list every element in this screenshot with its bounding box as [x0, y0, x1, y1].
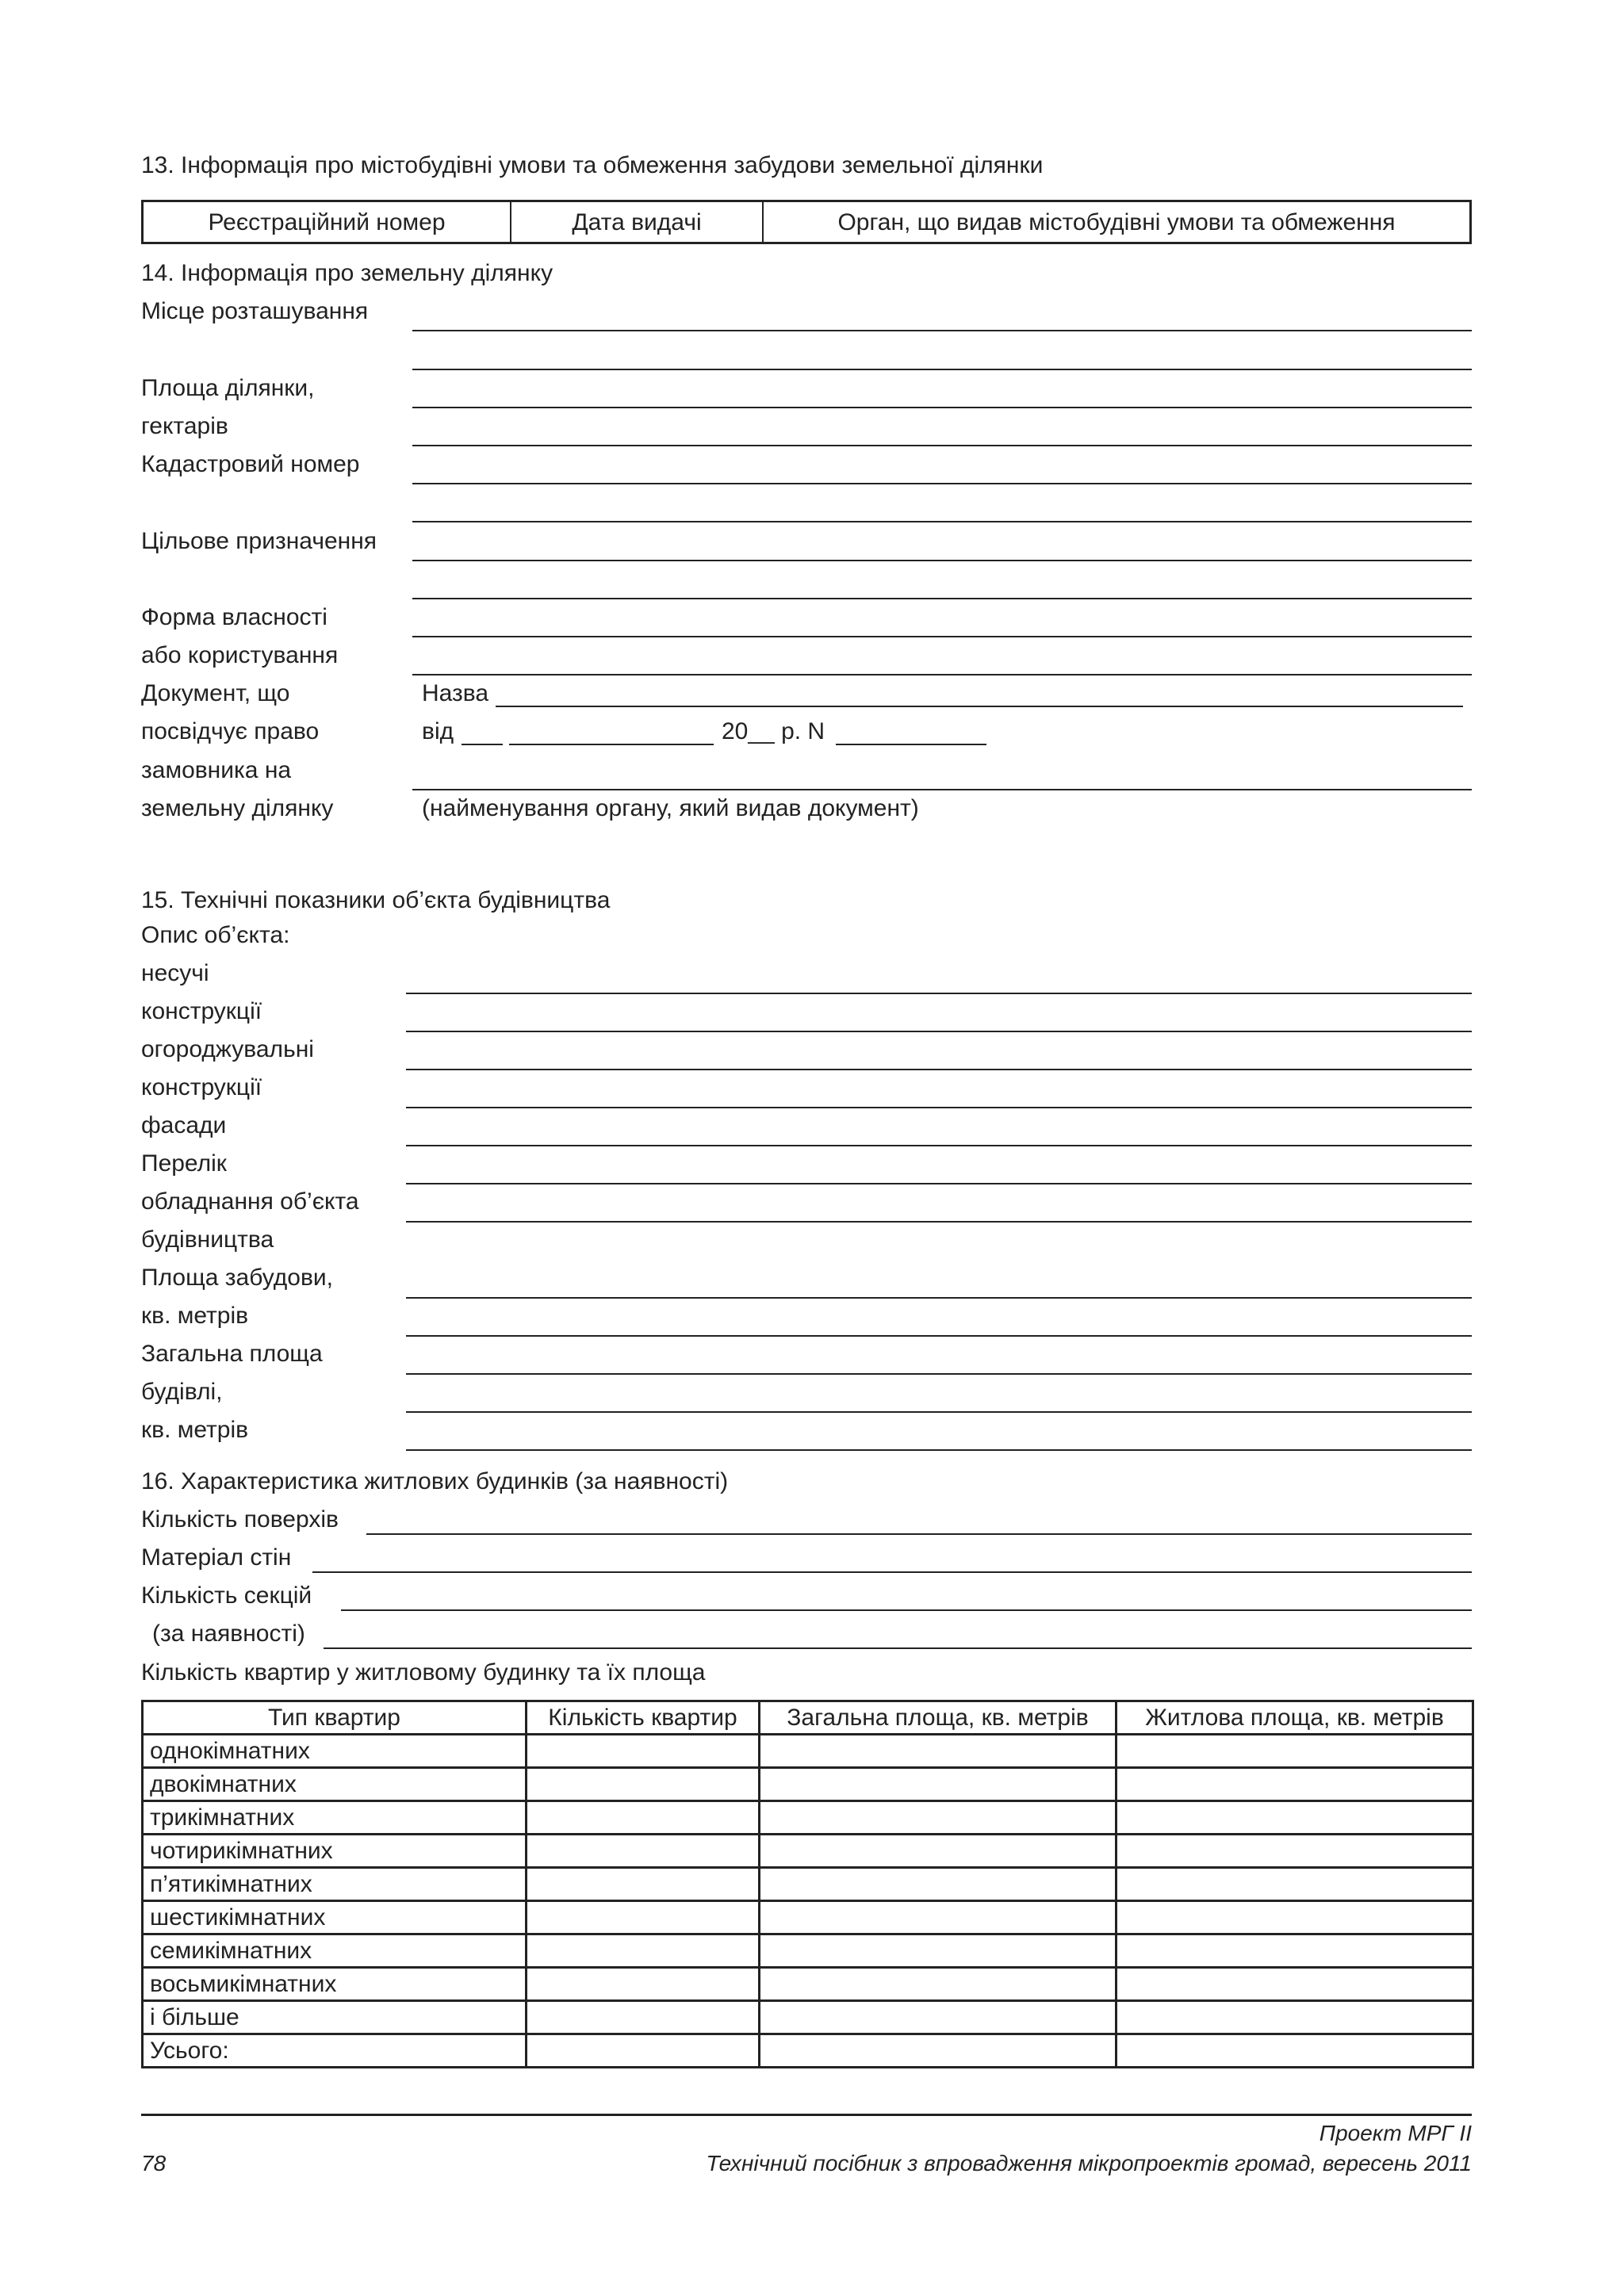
living-area-cell[interactable] — [1116, 1934, 1473, 1968]
table-row — [143, 1768, 1473, 1801]
document-day-field[interactable] — [462, 744, 503, 745]
enclosing-field-line2[interactable] — [406, 1107, 1472, 1108]
living-area-cell[interactable] — [1116, 1968, 1473, 2001]
label-cadastral: Кадастровий номер — [141, 451, 360, 477]
header-apartment-type: Тип квартир — [143, 1701, 527, 1735]
label-equipment-3: будівництва — [141, 1226, 274, 1253]
living-area-cell[interactable] — [1116, 1901, 1473, 1934]
document-month-field[interactable] — [509, 744, 714, 745]
label-enclosing-2: конструкції — [141, 1074, 262, 1100]
label-ownership: Форма власності — [141, 604, 327, 630]
floors-field[interactable] — [366, 1533, 1472, 1535]
count-cell[interactable] — [527, 1801, 760, 1835]
location-field-line2[interactable] — [412, 369, 1472, 370]
document-issuer-field[interactable] — [412, 789, 1472, 790]
total-area-field-line2[interactable] — [406, 1411, 1472, 1413]
count-cell[interactable] — [527, 2001, 760, 2034]
label-load-bearing: несучі — [141, 960, 209, 986]
table-row — [143, 1901, 1473, 1934]
label-wall-material: Матеріал стін — [141, 1544, 292, 1571]
label-total-area-3: кв. метрів — [141, 1417, 249, 1443]
total-area-cell[interactable] — [760, 2001, 1116, 2034]
label-floors: Кількість поверхів — [141, 1506, 339, 1533]
wall-material-field[interactable] — [312, 1571, 1472, 1573]
load-bearing-field[interactable] — [406, 993, 1472, 994]
sections-field[interactable] — [341, 1609, 1472, 1611]
page-number: 78 — [141, 2151, 167, 2175]
cadastral-field-line2[interactable] — [412, 521, 1472, 522]
label-ownership-2: або користування — [141, 642, 339, 668]
table-row-total — [143, 2034, 1473, 2068]
total-area-cell[interactable] — [760, 1934, 1116, 1968]
document-number-field[interactable] — [836, 744, 986, 745]
row-label: трикімнатних — [143, 1801, 527, 1835]
count-cell[interactable] — [527, 1934, 760, 1968]
header-issue-date: Дата видачі — [572, 209, 702, 235]
section-15-title: 15. Технічні показники об’єкта будівництва — [141, 887, 611, 913]
label-equipment-2: обладнання об’єкта — [141, 1188, 359, 1215]
count-cell[interactable] — [527, 1968, 760, 2001]
table-row — [143, 2001, 1473, 2034]
living-area-cell[interactable] — [1116, 1835, 1473, 1868]
section-13-title: 13. Інформація про містобудівні умови та обмеження забудови земельної ділянки — [141, 152, 1044, 178]
footer-subtitle: Технічний посібник з впровадження мікропроектів громад, вересень 2011 — [706, 2151, 1472, 2175]
cadastral-field[interactable] — [412, 483, 1472, 484]
label-document-3: замовника на — [141, 757, 292, 783]
document-name-label: Назва — [422, 680, 489, 706]
living-area-cell[interactable] — [1116, 2001, 1473, 2034]
label-built-area-2: кв. метрів — [141, 1303, 249, 1329]
document-issuer-caption: (найменування органу, який видав документ) — [422, 795, 919, 821]
label-load-bearing-2: конструкції — [141, 998, 262, 1024]
footer-project: Проект МРГ ІІ — [1319, 2121, 1472, 2145]
enclosing-field[interactable] — [406, 1069, 1472, 1070]
total-area-field-line3[interactable] — [406, 1449, 1472, 1451]
document-from-label: від — [422, 718, 454, 744]
equipment-field-line2[interactable] — [406, 1221, 1472, 1223]
total-area-field[interactable] — [406, 1373, 1472, 1375]
header-apartment-count: Кількість квартир — [527, 1701, 760, 1735]
table-row — [143, 1801, 1473, 1835]
total-area-cell[interactable] — [760, 1735, 1116, 1768]
table-header-row — [143, 1701, 1473, 1735]
row-label: однокімнатних — [143, 1735, 527, 1768]
row-label: п’ятикімнатних — [143, 1868, 527, 1901]
built-area-field[interactable] — [406, 1297, 1472, 1299]
label-document-2: посвідчує право — [141, 718, 320, 744]
apartments-table — [141, 1700, 1474, 2068]
label-total-area-2: будівлі, — [141, 1379, 223, 1405]
table-row — [143, 1934, 1473, 1968]
header-living-area: Житлова площа, кв. метрів — [1116, 1701, 1473, 1735]
living-area-cell[interactable] — [1116, 1768, 1473, 1801]
row-label: чотирикімнатних — [143, 1835, 527, 1868]
row-label: Усього: — [143, 2034, 527, 2068]
label-hectares: гектарів — [141, 413, 228, 439]
header-total-area: Загальна площа, кв. метрів — [760, 1701, 1116, 1735]
label-purpose: Цільове призначення — [141, 528, 377, 554]
label-sections: Кількість секцій — [141, 1582, 312, 1609]
total-area-cell[interactable] — [760, 1868, 1116, 1901]
living-area-cell[interactable] — [1116, 1801, 1473, 1835]
count-cell[interactable] — [527, 1768, 760, 1801]
section-16-title: 16. Характеристика житлових будинків (за наявності) — [141, 1468, 729, 1494]
header-issuing-authority: Орган, що видав містобудівні умови та обмеження — [837, 209, 1396, 235]
load-bearing-field-line2[interactable] — [406, 1031, 1472, 1032]
table-row — [143, 1968, 1473, 2001]
built-area-field-line2[interactable] — [406, 1335, 1472, 1337]
count-cell[interactable] — [527, 1735, 760, 1768]
location-field[interactable] — [412, 330, 1472, 331]
living-area-cell[interactable] — [1116, 1735, 1473, 1768]
total-area-cell[interactable] — [760, 1801, 1116, 1835]
section-13-table — [141, 200, 1472, 244]
row-label: двокімнатних — [143, 1768, 527, 1801]
count-cell[interactable] — [527, 1868, 760, 1901]
living-area-cell[interactable] — [1116, 1868, 1473, 1901]
total-area-cell[interactable] — [760, 1835, 1116, 1868]
count-cell[interactable] — [527, 1835, 760, 1868]
ownership-field-line2[interactable] — [412, 674, 1472, 675]
document-name-field[interactable] — [496, 706, 1463, 707]
living-area-cell[interactable] — [1116, 2034, 1473, 2068]
label-apartments: Кількість квартир у житловому будинку та їх площа — [141, 1659, 706, 1686]
purpose-field-line2[interactable] — [412, 598, 1472, 599]
total-area-cell[interactable] — [760, 2034, 1116, 2068]
label-location: Місце розташування — [141, 298, 369, 324]
label-sections-2: (за наявності) — [152, 1621, 305, 1647]
count-cell[interactable] — [527, 2034, 760, 2068]
area-field-line2[interactable] — [412, 445, 1472, 446]
area-field[interactable] — [412, 407, 1472, 408]
label-total-area: Загальна площа — [141, 1341, 323, 1367]
total-area-cell[interactable] — [760, 1768, 1116, 1801]
label-equipment: Перелік — [141, 1150, 227, 1177]
count-cell[interactable] — [527, 1901, 760, 1934]
row-label: семикімнатних — [143, 1934, 527, 1968]
sections-field-line2[interactable] — [324, 1647, 1472, 1649]
table-row — [143, 1868, 1473, 1901]
purpose-field[interactable] — [412, 560, 1472, 561]
section-14-title: 14. Інформація про земельну ділянку — [141, 260, 553, 286]
table-row — [143, 1835, 1473, 1868]
facades-field[interactable] — [406, 1145, 1472, 1146]
label-document: Документ, що — [141, 680, 290, 706]
total-area-cell[interactable] — [760, 1968, 1116, 2001]
table-row — [143, 1735, 1473, 1768]
label-document-4: земельну ділянку — [141, 795, 334, 821]
row-label: восьмикімнатних — [143, 1968, 527, 2001]
label-area: Площа ділянки, — [141, 375, 315, 401]
total-area-cell[interactable] — [760, 1901, 1116, 1934]
header-registration-number: Реєстраційний номер — [208, 209, 446, 235]
object-description-label: Опис об’єкта: — [141, 922, 290, 948]
label-facades: фасади — [141, 1112, 227, 1138]
label-built-area: Площа забудови, — [141, 1265, 333, 1291]
row-label: шестикімнатних — [143, 1901, 527, 1934]
footer-divider — [141, 2114, 1472, 2116]
ownership-field[interactable] — [412, 636, 1472, 637]
document-year-label: 20__ р. N — [722, 718, 825, 744]
equipment-field[interactable] — [406, 1183, 1472, 1184]
label-enclosing: огороджувальні — [141, 1036, 314, 1062]
row-label: і більше — [143, 2001, 527, 2034]
